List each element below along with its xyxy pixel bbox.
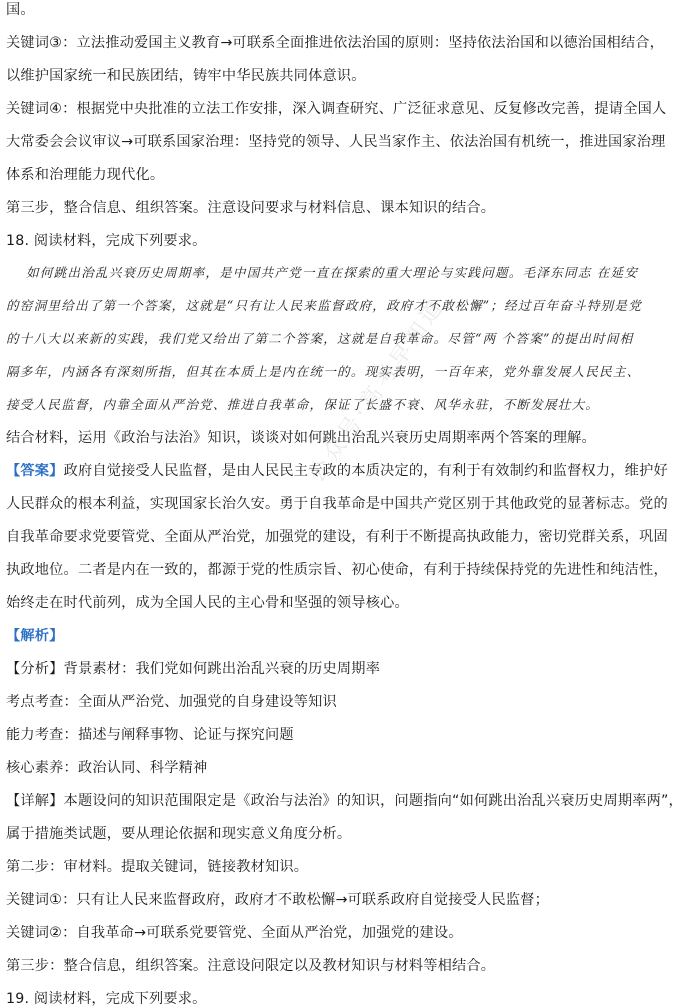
question-18-heading: 18. 阅读材料，完成下列要求。 — [6, 233, 207, 249]
material-line-3: 隔多年，内涵各有深刻所指，但其在本质上是内在统一的。现实表明，一百年来，党外靠发展人民民主、 — [6, 364, 641, 379]
answer-tag: 【答案】 — [6, 463, 64, 479]
line-top-5: 体系和治理能力现代化。 — [6, 167, 165, 183]
analysis-line-5: 属于措施类试题，要从理论依据和现实意义角度分析。 — [6, 826, 352, 842]
line-top-1: 关键词③：立法推动爱国主义教育→可联系全面推进依法治国的原则：坚持依法治国和以德治国相结合， — [6, 35, 665, 51]
answer-line-3: 执政地位。二者是内在一致的，都源于党的性质宗旨、初心使命，有利于持续保持党的先进性和纯洁性， — [6, 562, 668, 578]
line-top-2: 以维护国家统一和民族团结，铸牢中华民族共同体意识。 — [6, 68, 366, 84]
question-text: 结合材料，运用《政治与法治》知识，谈谈对如何跳出治乱兴衰历史周期率两个答案的理解。 — [6, 430, 596, 446]
analysis-line-6: 第二步：审材料。提取关键词，链接教材知识。 — [6, 859, 309, 875]
line-top-3: 关键词④：根据党中央批准的立法工作安排，深入调查研究、广泛征求意见、反复修改完善，提请全国人 — [6, 101, 667, 117]
analysis-line-8: 关键词②：自我革命→可联系党要管党、全面从严治党，加强党的建设。 — [6, 925, 463, 941]
analysis-tag: 【解析】 — [6, 628, 64, 644]
answer-line-0 — [6, 463, 686, 479]
answer-line-2: 自我革命要求党要管党、全面从严治党，加强党的建设，有利于不断提高执政能力，密切党群关系，巩固 — [6, 529, 668, 545]
analysis-line-0: 【分析】背景素材：我们党如何跳出治乱兴衰的历史周期率 — [6, 661, 381, 677]
answer-first-text: 政府自觉接受人民监督，是由人民民主专政的本质决定的，有利于有效制约和监督权力，维护好 — [63, 463, 668, 479]
analysis-line-3: 核心素养：政治认同、科学精神 — [6, 760, 208, 776]
analysis-line-1: 考点考查：全面从严治党、加强党的自身建设等知识 — [6, 694, 337, 710]
material-line-4: 接受人民监督，内靠全面从严治党、推进自我革命，保证了长盛不衰、风华永驻，不断发展壮大。 — [6, 397, 600, 412]
analysis-line-9: 第三步：整合信息，组织答案。注意设问限定以及教材知识与材料等相结合。 — [6, 958, 496, 974]
material-line-2: 的十八大以来新的实践，我们党又给出了第二个答案，这就是自我革命。尽管“两 个答案”的提出时间相 — [6, 331, 634, 346]
material-line-0: 如何跳出治乱兴衰历史周期率，是中国共产党一直在探索的重大理论与实践问题。毛泽东同志 在延安 — [26, 265, 639, 280]
answer-line-1: 人民群众的根本利益，实现国家长治久安。勇于自我革命是中国共产党区别于其他政党的显著标志。党的 — [6, 496, 668, 512]
watermark: 公众号·高考早知道 — [304, 293, 451, 488]
analysis-line-2: 能力考查：描述与阐释事物、论证与探究问题 — [6, 727, 294, 743]
question-19-heading: 19. 阅读材料，完成下列要求。 — [6, 991, 207, 1007]
answer-line-4: 始终走在时代前列，成为全国人民的主心骨和坚强的领导核心。 — [6, 595, 409, 611]
line-top-4: 大常委会会议审议→可联系国家治理：坚持党的领导、人民当家作主、依法治国有机统一，推进国家治理 — [6, 134, 666, 150]
line-top-0: 国。 — [6, 2, 35, 18]
line-top-6: 第三步，整合信息、组织答案。注意设问要求与材料信息、课本知识的结合。 — [6, 200, 496, 216]
material-line-1: 的窑洞里给出了第一个答案，这就是“只有让人民来监督政府，政府才不敢松懈”；经过百年奋斗特别是党 — [6, 298, 642, 313]
analysis-line-7: 关键词①：只有让人民来监督政府，政府才不敢松懈→可联系政府自觉接受人民监督； — [6, 892, 549, 908]
analysis-line-4: 【详解】本题设问的知识范围限定是《政治与法治》的知识，问题指向“如何跳出治乱兴衰历史周期率两”， — [6, 793, 683, 809]
